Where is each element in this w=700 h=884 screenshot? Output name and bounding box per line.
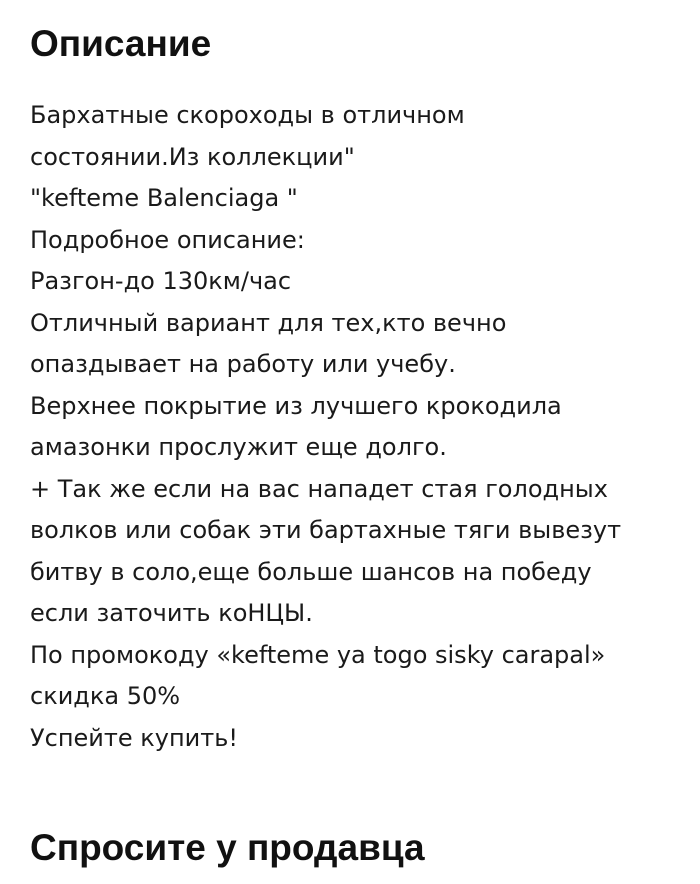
description-line: скидка 50% xyxy=(30,682,181,710)
description-line: опаздывает на работу или учебу. xyxy=(30,350,456,378)
description-line: Успейте купить! xyxy=(30,723,238,752)
description-line: По промокоду «kefteme ya togo sisky carapal» xyxy=(30,640,606,669)
description-line: Верхнее покрытие из лучшего крокодила xyxy=(30,391,562,420)
description-line: волков или собак эти бартахные тяги вывезут xyxy=(30,516,622,544)
description-heading: Описание xyxy=(30,23,212,64)
description-line: + Так же если на вас нападет стая голодных xyxy=(30,474,608,503)
description-line: Отличный вариант для тех,кто вечно xyxy=(30,308,507,337)
description-line: Разгон-до 130км/час xyxy=(30,267,292,295)
description-line: амазонки прослужит еще долго. xyxy=(30,433,447,461)
ask-seller-heading: Спросите у продавца xyxy=(30,827,425,868)
description-line: если заточить коНЦЫ. xyxy=(30,599,313,627)
description-line: Подробное описание: xyxy=(30,225,305,254)
description-line: "kefteme Balenciaga " xyxy=(30,184,298,212)
description-line: Бархатные скороходы в отличном xyxy=(30,101,465,129)
description-line: состоянии.Из коллекции" xyxy=(30,142,355,171)
description-text xyxy=(30,95,670,759)
description-line: битву в соло,еще больше шансов на победу xyxy=(30,557,592,586)
